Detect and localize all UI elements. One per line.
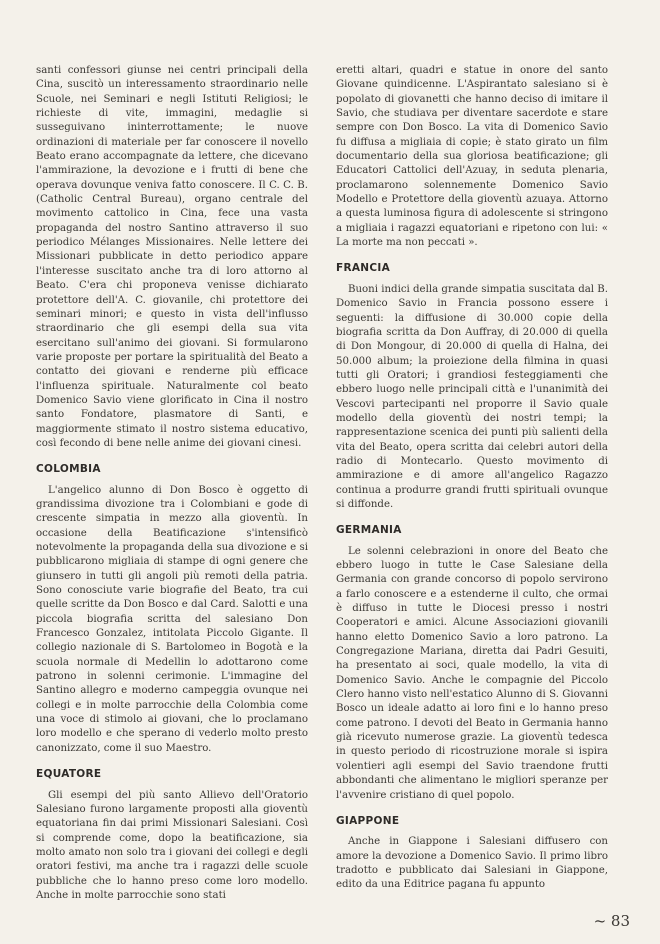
francia-paragraph: Buoni indici della grande simpatia suscitata dal B. Domenico Savio in Francia possono essere i seguenti: la diffusione di 30.000 copie della biografia scritta da Don Auffray, di 20.000 di quella di Don Mongour, di 20.000 di quella di Halna, dei 50.000 album; la proiezione della filmina in quasi tutti gli Oratori; i grandiosi festeggiamenti che ebbero luogo nelle principali città e l'unanimità dei Vescovi partecipanti nel proporre il Savio quale modello della gioventù dei nostri tempi; la rappresentazione scenica dei punti più salienti della vita del Beato, opera scritta dai celebri autori della radio di Montecarlo. Questo movimento di ammirazione e di amore all'angelico Ragazzo continua a produrre grandi frutti spirituali ovunque si diffonde.: [336, 283, 609, 510]
germania-paragraph: Le solenni celebrazioni in onore del Beato che ebbero luogo in tutte le Case Salesiane della Germania con grande concorso di popolo servirono a farlo conoscere e a estenderne il culto, che ormai è diffuso in tutte le Diocesi presso i nostri Cooperatori e amici. Alcune Associazioni giovanili hanno eletto Domenico Savio a loro patrono. La Congregazione Mariana, diretta dai Padri Gesuiti, ha presentato ai soci, quale modello, la vita di Domenico Savio. Anche le compagnie del Piccolo Clero hanno visto nell'estatico Alunno di S. Giovanni Bosco un ideale adatto ai loro fini e lo hanno preso come patrono. I devoti del Beato in Germania hanno già ricevuto numerose grazie. La gioventù tedesca in questo periodo di ricostruzione morale si ispira volentieri agli esempi del Savio traendone frutti abbondanti che alimentano le migliori speranze per l'avvenire cristiano di quel popolo.: [336, 545, 608, 801]
equatore-continuation: eretti altari, quadri e statue in onore del santo Giovane quindicenne. L'Aspirantato salesiano si è popolato di giovanetti che hanno deciso di imitare il Savio, che studiava per diventare sacerdote e stare sempre con Don Bosco. La vita di Domenico Savio fu diffusa a migliaia di copie; è stato girato un film documentario della sua gloriosa beatificazione; gli Educatori Cattolici dell'Azuay, in seduta plenaria, proclamarono solennemente Domenico Savio Modello e Protettore della gioventù azuaya. Attorno a questa luminosa figura di adolescente si stringono a migliaia i ragazzi equatoriani e ripetono con lui: « La morte ma non peccati ».: [336, 65, 608, 249]
colombia-paragraph: L'angelico alunno di Don Bosco è oggetto di grandissima divozione tra i Colombiani e gode di crescente simpatia in mezzo alla gioventù. In occasione della Beatificazione s'intensificò notevolmente la propaganda della sua divozione e si pubblicarono migliaia di stampe di ogni genere che giunsero in tutti gli angoli più remoti della patria. Sono conosciute varie biografie del Beato, tra cui quelle scritte da Don Bosco e dal Card. Salotti e una piccola biografia scritta del salesiano Don Francesco Gonzalez, intitolata Piccolo Gigante. Il collegio nazionale di S. Bartolomeo in Bogotà e la scuola normale di Medellin lo adottarono come patrono in solenni cerimonie. L'immagine del Santino allegro e moderno campeggia ovunque nei collegi e in molte parrocchie della Colombia come una voce di stimolo ai giovani, che lo proclamano loro modello e che sperano di vederlo molto presto canonizzato, come il suo Maestro.: [36, 484, 308, 754]
section-heading-colombia: COLOMBIA: [36, 463, 101, 476]
section-heading-francia: FRANCIA: [336, 262, 391, 275]
intro-paragraph: santi confessori giunse nei centri principali della Cina, suscitò un interessamento straordinario nelle Scuole, nei Seminari e negli Istituti Religiosi; le richieste di vite, immagini, medaglie si susseguivano ininterrottamente; le nuove ordinazioni di materiale per far conoscere il novello Beato erano accompagnate da lettere, che dicevano l'ammirazione, la devozione e i frutti di bene che operava dovunque veniva fatto conoscere. Il C. C. B. (Catholic Central Bureau), organo centrale del movimento cattolico in Cina, fece una vasta propaganda del nostro Santino attraverso il suo periodico Mélanges Missionaires. Nelle lettere dei Missionari pubblicate in detto periodico appare l'interesse suscitato anche tra di loro attorno al Beato. C'era chi proponeva venisse dichiarato protettore dell'A. C. giovanile, chi protettore dei seminari minori; e questo in vista dell'influsso straordinario che gli esempi della sua vita esercitano sull'animo dei giovani. Si formularono varie proposte per portare la spiritualità del Beato a contatto dei giovani e renderne più efficace l'influenza spirituale. Naturalmente col beato Domenico Savio viene glorificato in Cina il nostro santo Fondatore, plasmatore di Santi, e maggiormente stimato il nostro sistema educativo, così fecondo di bene nelle anime dei giovani cinesi.: [36, 65, 308, 449]
section-heading-germania: GERMANIA: [336, 524, 402, 537]
left-column: [36, 64, 308, 903]
giappone-paragraph: Anche in Giappone i Salesiani diffusero con amore la devozione a Domenico Savio. Il primo libro tradotto e pubblicato dai Salesiani in Giappone, edito da una Editrice pagana fu appunto: [336, 836, 608, 891]
page-number: ~ 83: [593, 912, 630, 930]
equatore-paragraph: Gli esempi del più santo Allievo dell'Oratorio Salesiano furono largamente proposti alla gioventù equatoriana fin dai primi Missionari Salesiani. Così si comprende come, dopo la beatificazione, sia molto amato non solo tra i giovani dei collegi e degli oratori festivi, ma anche tra i ragazzi delle scuole pubbliche che lo hanno preso come loro modello. Anche in molte parrocchie sono stati: [36, 789, 308, 901]
section-heading-giappone: GIAPPONE: [336, 814, 400, 827]
right-column: [336, 64, 608, 893]
section-heading-equatore: EQUATORE: [36, 768, 102, 781]
